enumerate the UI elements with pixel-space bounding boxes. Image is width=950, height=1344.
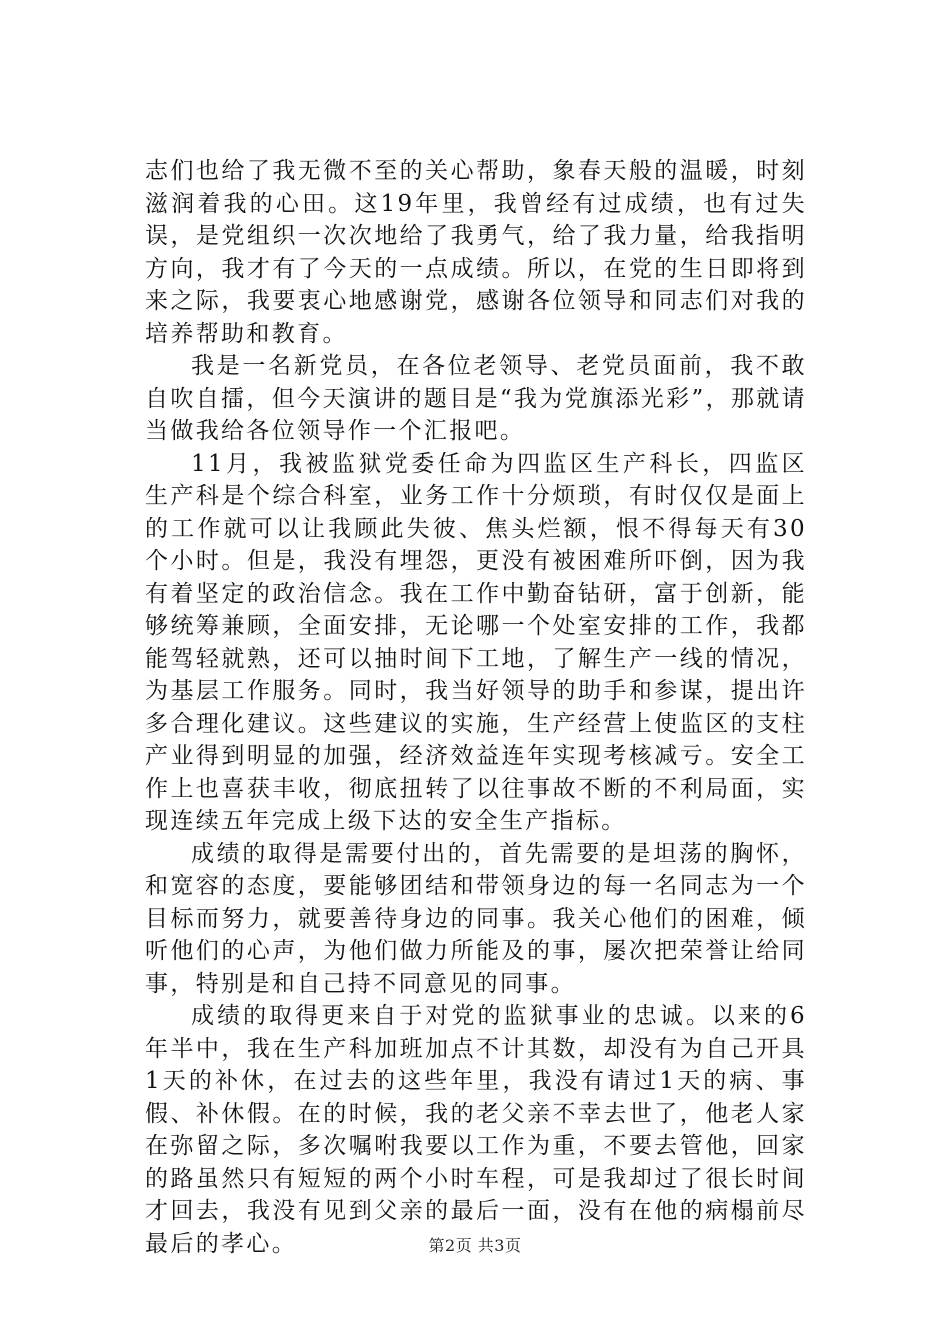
paragraph-3: 11月，我被监狱党委任命为四监区生产科长，四监区生产科是个综合科室，业务工作十分烦琐，有时仅仅是面上的工作就可以让我顾此失彼、焦头烂额，恨不得每天有30个小时。但是，我没有埋怨，更没有被困难所吓倒，因为我有着坚定的政治信念。我在工作中勤奋钻研，富于创新，能够统筹兼顾，全面安排，无论哪一个处室安排的工作，我都能驾轻就熟，还可以抽时间下工地，了解生产一线的情况，为基层工作服务。同时，我当好领导的助手和参谋，提出许多合理化建议。这些建议的实施，生产经营上使监区的支柱产业得到明显的加强，经济效益连年实现考核减亏。安全工作上也喜获丰收，彻底扭转了以往事故不断的不利局面，实现连续五年完成上级下达的安全生产指标。 [145, 450, 807, 834]
paragraph-1: 志们也给了我无微不至的关心帮助，象春天般的温暖，时刻滋润着我的心田。这19年里，我曾经有过成绩，也有过失误，是党组织一次次地给了我勇气，给了我力量，给我指明方向，我才有了今天的一点成绩。所以，在党的生日即将到来之际，我要衷心地感谢党，感谢各位领导和同志们对我的培养帮助和教育。 [145, 158, 807, 347]
paragraph-4: 成绩的取得是需要付出的，首先需要的是坦荡的胸怀，和宽容的态度，要能够团结和带领身边的每一名同志为一个目标而努力，就要善待身边的同事。我关心他们的困难，倾听他们的心声，为他们做力所能及的事，屡次把荣誉让给同事，特别是和自己持不同意见的同事。 [145, 840, 807, 997]
document-body [145, 155, 807, 1260]
paragraph-5: 成绩的取得更来自于对党的监狱事业的忠诚。以来的6年半中，我在生产科加班加点不计其数，却没有为自己开具1天的补休，在过去的这些年里，我没有请过1天的病、事假、补休假。在的时候，我的老父亲不幸去世了，他老人家在弥留之际，多次嘱咐我要以工作为重，不要去管他，回家的路虽然只有短短的两个小时车程，可是我却过了很长时间才回去，我没有见到父亲的最后一面，没有在他的病榻前尽最后的孝心。 [145, 1003, 807, 1257]
paragraph-2: 我是一名新党员，在各位老领导、老党员面前，我不敢自吹自擂，但今天演讲的题目是“我为党旗添光彩”，那就请当做我给各位领导作一个汇报吧。 [145, 353, 807, 444]
page-number-footer: 第2页 共3页 [428, 1236, 522, 1255]
